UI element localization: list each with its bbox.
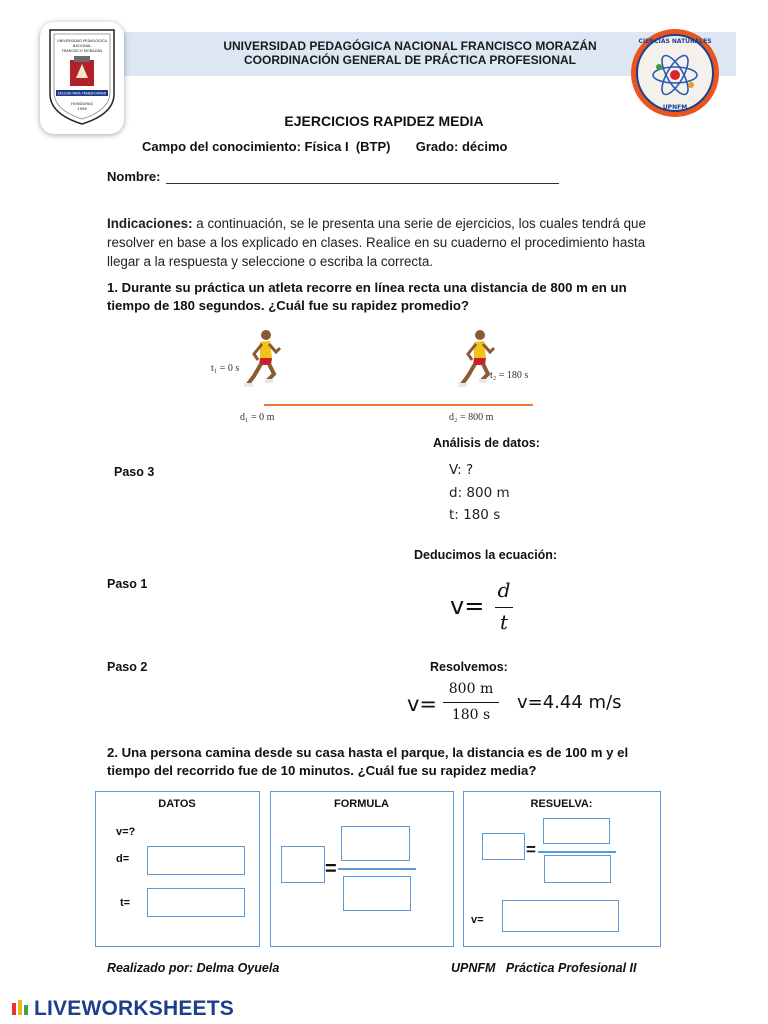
- data-distance: d: 800 m: [449, 485, 510, 501]
- solution-fraction-bar: [443, 702, 499, 703]
- analysis-title: Análisis de datos:: [433, 436, 540, 450]
- resuelva-answer-input[interactable]: [502, 900, 619, 932]
- formula-box: [270, 791, 454, 947]
- formula-title: FORMULA: [334, 798, 389, 810]
- liveworksheets-text: LIVEWORKSHEETS: [34, 997, 234, 1020]
- formula-left-input[interactable]: [281, 846, 325, 883]
- liveworksheets-logo: [12, 997, 234, 1021]
- field-grade-line: Campo del conocimiento: Física I (BTP) Grado: décimo: [142, 139, 508, 154]
- resuelva-numerator-input[interactable]: [543, 818, 610, 844]
- paso-1-label: Paso 1: [107, 577, 148, 591]
- resuelva-left-input[interactable]: [482, 833, 525, 860]
- logo-left-text-2: NACIONAL: [72, 44, 92, 48]
- logo-left-text-4: EDUCAR PARA TRANSFORMAR: [58, 91, 106, 96]
- datos-t-input[interactable]: [147, 888, 245, 917]
- datos-d-input[interactable]: [147, 846, 245, 875]
- figure-t1: t₁ = 0 s: [211, 363, 240, 374]
- resuelva-denominator-input[interactable]: [544, 855, 611, 883]
- solution-numerator: 800 m: [448, 681, 494, 697]
- solution-result: v=4.44 m/s: [517, 692, 622, 713]
- solution-formula: [407, 680, 647, 730]
- instructions-text: a continuación, se le presenta una serie de ejercicios, los cuales tendrá que resolver en base a los explicado en clases. Realice en su cuaderno el procedimiento hasta llegar a la respuesta y seleccione o escriba la correcta.: [107, 216, 646, 269]
- resuelva-title: RESUELVA:: [530, 798, 593, 810]
- instructions: [107, 214, 663, 271]
- datos-title: DATOS: [158, 798, 196, 810]
- question-1-text: 1. Durante su práctica un atleta recorre en línea recta una distancia de 800 m en un tiempo de 180 segundos. ¿Cuál fue su rapidez promedio?: [107, 280, 627, 313]
- name-input-line[interactable]: [166, 183, 559, 184]
- solution-denominator: 180 s: [451, 707, 491, 723]
- figure-d1: d₁ = 0 m: [240, 412, 275, 423]
- liveworksheets-icon: [12, 999, 34, 1017]
- logo-left-text-6: 1956: [77, 106, 87, 111]
- course-note: UPNFM Práctica Profesional II: [451, 961, 637, 975]
- formula-numerator: d: [497, 578, 511, 602]
- formula-denominator-input[interactable]: [343, 876, 411, 911]
- datos-box: [95, 791, 260, 947]
- logo-right-text-2: UPNFM: [662, 104, 688, 111]
- logo-left-text-3: FRANCISCO MORAZÁN: [61, 49, 103, 53]
- figure-d2: d₂ = 800 m: [449, 412, 494, 423]
- resuelva-fraction-line: [538, 851, 616, 853]
- logo-left-text-1: UNIVERSIDAD PEDAGÓGICA: [57, 39, 107, 43]
- formula-fraction-line: [338, 868, 416, 870]
- equation-title: Deducimos la ecuación:: [414, 548, 558, 562]
- name-label: Nombre:: [107, 169, 161, 184]
- logo-right-text-1: CIENCIAS NATURALES: [638, 38, 712, 45]
- formula-fraction-bar: [495, 607, 513, 608]
- coordination-name: COORDINACIÓN GENERAL DE PRÁCTICA PROFESIONAL: [243, 53, 576, 67]
- science-logo: [629, 27, 721, 119]
- formula-equals: =: [325, 858, 337, 880]
- formula-numerator-input[interactable]: [341, 826, 410, 861]
- instructions-label: Indicaciones:: [107, 216, 193, 231]
- datos-d-label: d=: [116, 853, 130, 865]
- figure-t2: t₂ = 180 s: [490, 370, 529, 381]
- question-2-text: 2. Una persona camina desde su casa hasta el parque, la distancia es de 100 m y el tiempo del recorrido fue de 10 minutos. ¿Cuál fue su rapidez media?: [107, 745, 629, 778]
- paso-3-label: Paso 3: [114, 465, 155, 479]
- author-note: Realizado por: Delma Oyuela: [107, 961, 280, 975]
- paso-2-label: Paso 2: [107, 660, 148, 674]
- runner-start-image: [244, 328, 284, 390]
- logo-left-text-5: HONDURAS: [71, 101, 93, 106]
- solution-v: v=: [407, 692, 438, 716]
- datos-t-label: t=: [120, 897, 131, 909]
- resuelva-equals: =: [526, 840, 536, 859]
- page-title: EJERCICIOS RAPIDEZ MEDIA: [284, 113, 484, 129]
- resuelva-box: [463, 791, 661, 947]
- data-velocity: V: ?: [449, 462, 474, 478]
- track-line: [264, 404, 533, 406]
- formula-denominator: t: [499, 610, 509, 634]
- formula-v: v=: [450, 592, 485, 620]
- solve-title: Resolvemos:: [430, 660, 508, 674]
- datos-v-label: v=?: [116, 826, 136, 838]
- velocity-formula: [450, 578, 530, 638]
- university-name: UNIVERSIDAD PEDAGÓGICA NACIONAL FRANCISCO MORAZÁN: [223, 39, 597, 53]
- data-time: t: 180 s: [449, 507, 501, 523]
- resuelva-v-label: v=: [471, 914, 484, 926]
